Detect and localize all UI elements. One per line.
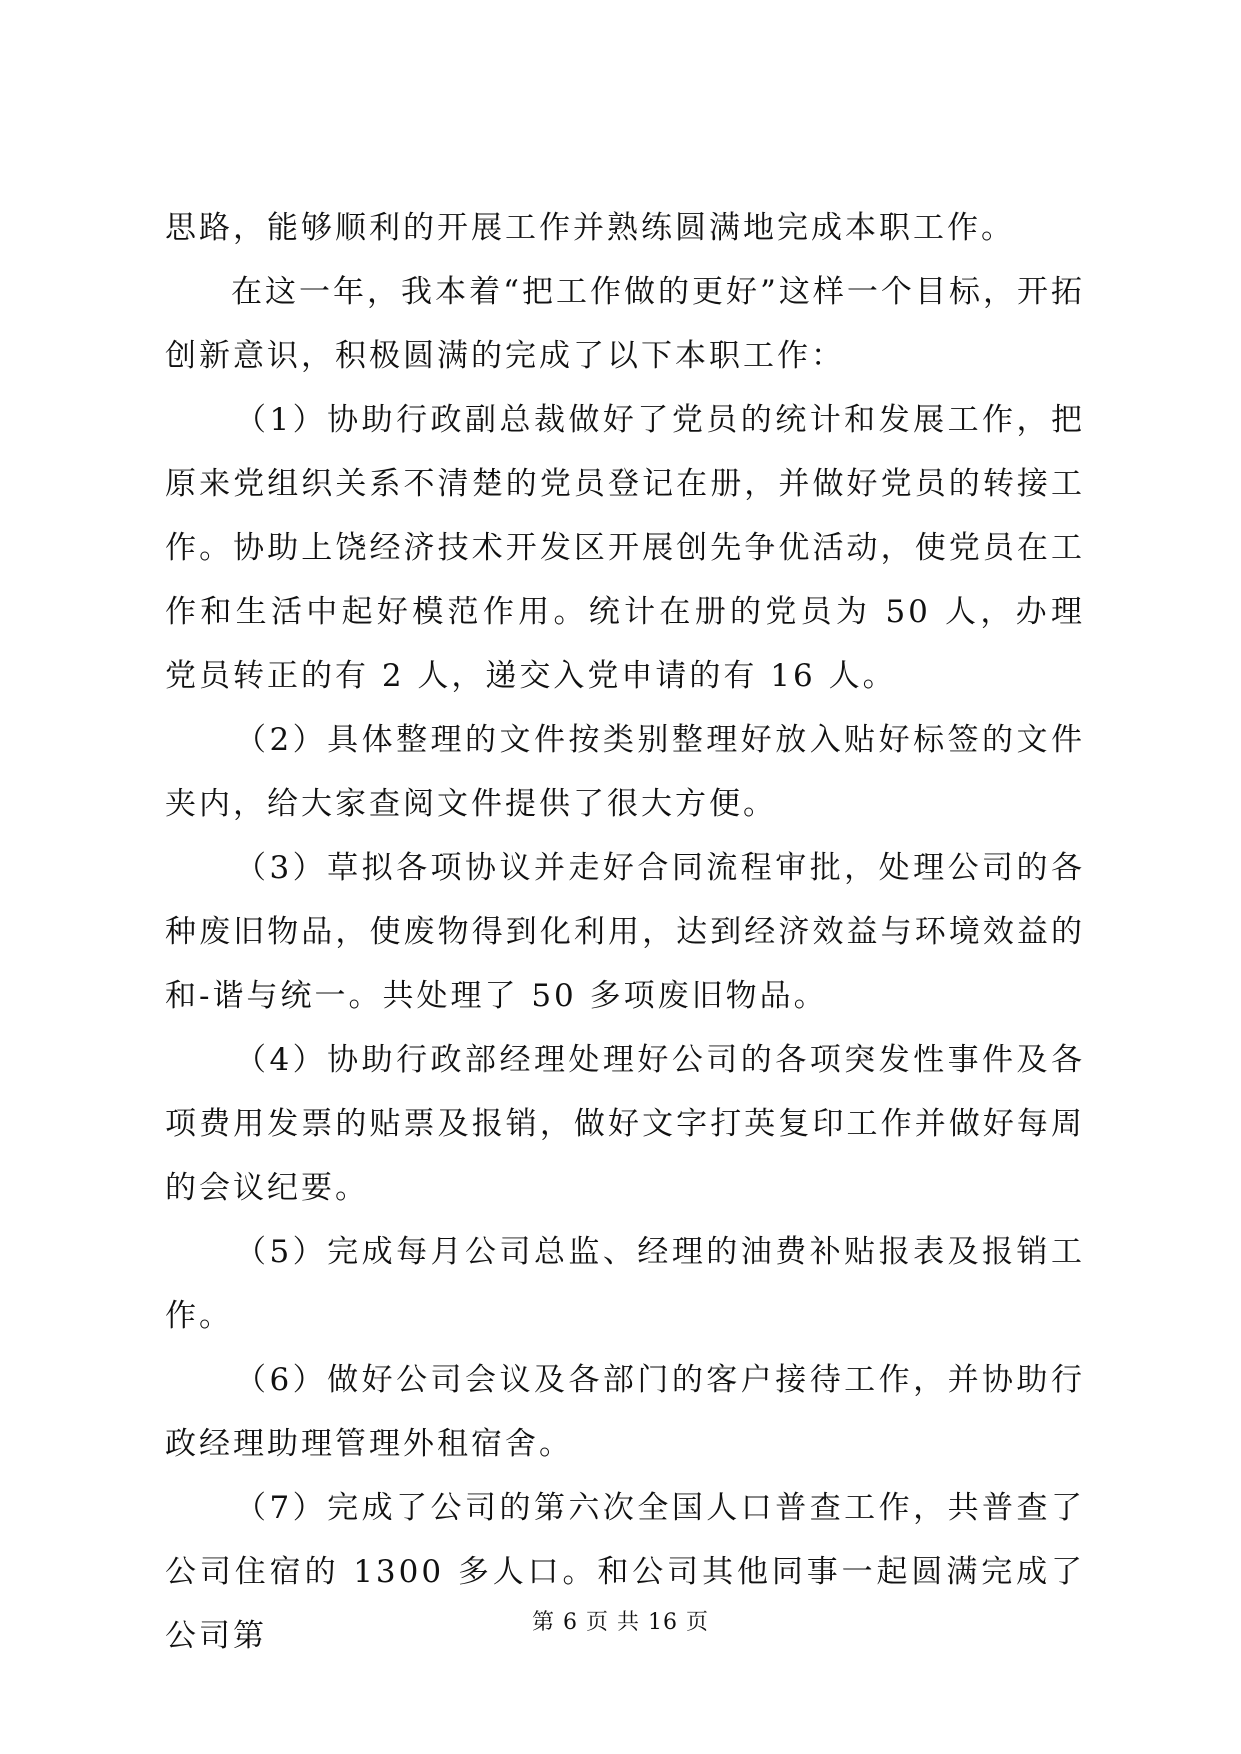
document-body	[165, 196, 1085, 1668]
paragraph-continuation: 思路，能够顺利的开展工作并熟练圆满地完成本职工作。	[165, 210, 1015, 246]
page-number-footer: 第 6 页 共 16 页	[532, 1610, 709, 1635]
paragraph-item-7: （7）完成了公司的第六次全国人口普查工作，共普查了公司住宿的 1300 多人口。和公司其他同事一起圆满完成了公司第	[165, 1490, 1085, 1654]
paragraph-item-1: （1）协助行政副总裁做好了党员的统计和发展工作，把原来党组织关系不清楚的党员登记在册，并做好党员的转接工作。协助上饶经济技术开发区开展创先争优活动，使党员在工作和生活中起好模范作用。统计在册的党员为 50 人，办理党员转正的有 2 人，递交入党申请的有 16 人。	[165, 402, 1085, 694]
paragraph-item-4: （4）协助行政部经理处理好公司的各项突发性事件及各项费用发票的贴票及报销，做好文字打英复印工作并做好每周的会议纪要。	[165, 1042, 1085, 1206]
paragraph-item-2: （2）具体整理的文件按类别整理好放入贴好标签的文件夹内，给大家查阅文件提供了很大方便。	[165, 722, 1085, 822]
paragraph-intro: 在这一年，我本着“把工作做的更好”这样一个目标，开拓创新意识，积极圆满的完成了以下本职工作：	[165, 274, 1085, 374]
paragraph-item-3: （3）草拟各项协议并走好合同流程审批，处理公司的各种废旧物品，使废物得到化利用，达到经济效益与环境效益的和-谐与统一。共处理了 50 多项废旧物品。	[165, 850, 1085, 1014]
paragraph-item-6: （6）做好公司会议及各部门的客户接待工作，并协助行政经理助理管理外租宿舍。	[165, 1362, 1085, 1462]
paragraph-item-5: （5）完成每月公司总监、经理的油费补贴报表及报销工作。	[165, 1234, 1085, 1334]
